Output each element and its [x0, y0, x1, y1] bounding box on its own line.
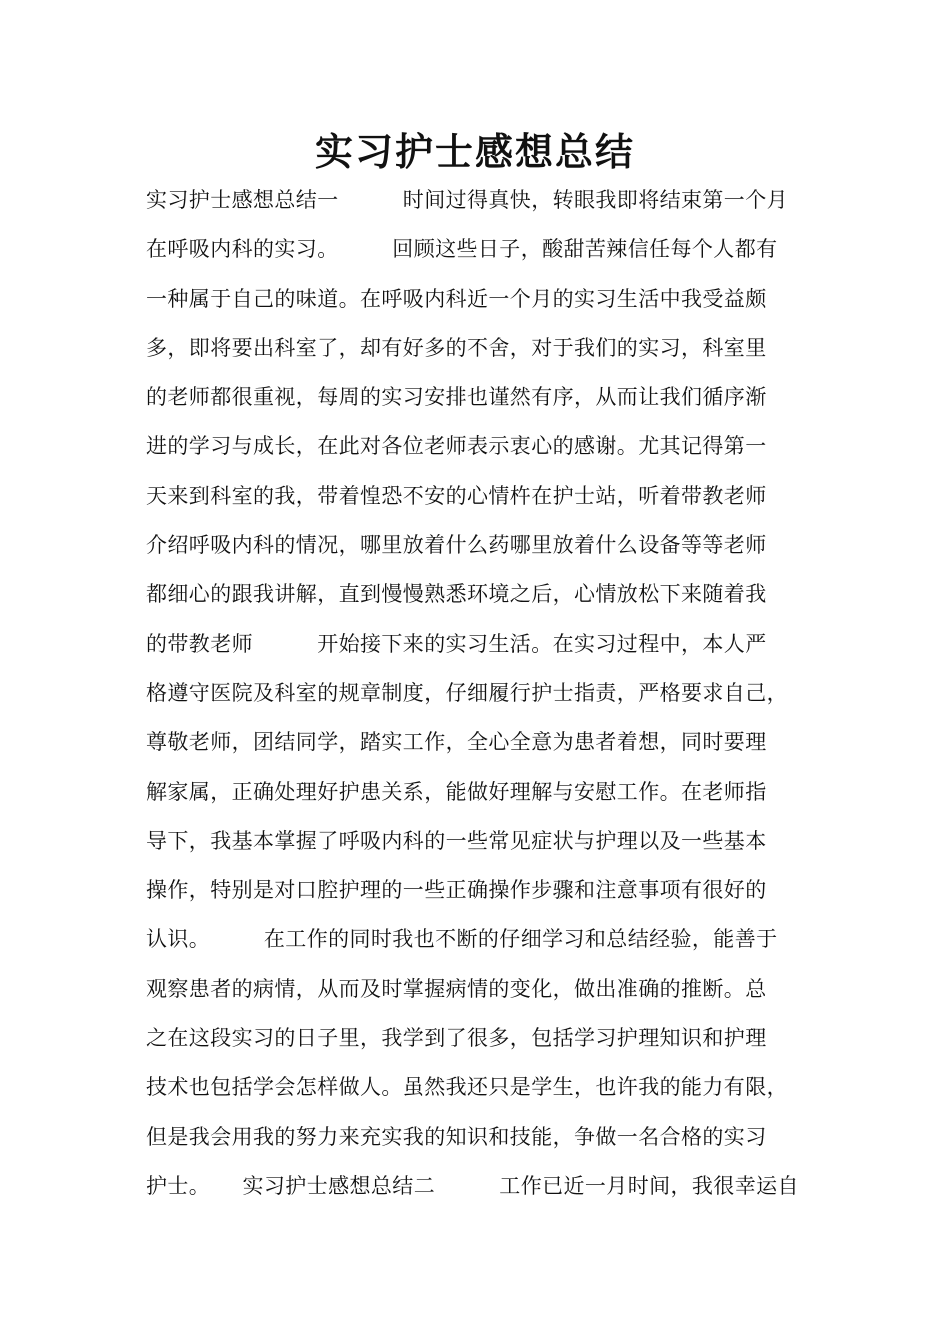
body-line: 进的学习与成长，在此对各位老师表示衷心的感谢。尤其记得第一	[146, 434, 767, 459]
body-line: 的带教老师 开始接下来的实习生活。在实习过程中，本人严	[146, 631, 767, 656]
body-line: 技术也包括学会怎样做人。虽然我还只是学生，也许我的能力有限，	[146, 1075, 788, 1100]
body-line: 都细心的跟我讲解，直到慢慢熟悉环境之后，心情放松下来随着我	[146, 582, 767, 607]
body-line: 格遵守医院及科室的规章制度，仔细履行护士指责，严格要求自己，	[146, 680, 788, 705]
body-line: 解家属，正确处理好护患关系，能做好理解与安慰工作。在老师指	[146, 779, 767, 804]
body-line: 护士。 实习护士感想总结二 工作已近一月时间，我很幸运自	[146, 1173, 799, 1198]
body-line: 认识。 在工作的同时我也不断的仔细学习和总结经验，能善于	[146, 927, 778, 952]
document-body	[146, 176, 826, 1211]
body-line: 实习护士感想总结一 时间过得真快，转眼我即将结束第一个月	[146, 188, 788, 212]
body-line: 观察患者的病情，从而及时掌握病情的变化，做出准确的推断。总	[146, 976, 767, 1001]
body-line: 的老师都很重视，每周的实习安排也谨然有序，从而让我们循序渐	[146, 385, 767, 410]
body-line: 多，即将要出科室了，却有好多的不舍，对于我们的实习，科室里	[146, 335, 767, 360]
body-line: 操作，特别是对口腔护理的一些正确操作步骤和注意事项有很好的	[146, 878, 767, 903]
body-line: 介绍呼吸内科的情况，哪里放着什么药哪里放着什么设备等等老师	[146, 533, 767, 558]
body-line: 尊敬老师，团结同学，踏实工作，全心全意为患者着想，同时要理	[146, 730, 767, 755]
document-title: 实习护士感想总结	[314, 130, 635, 174]
body-line: 导下，我基本掌握了呼吸内科的一些常见症状与护理以及一些基本	[146, 828, 767, 853]
body-line: 之在这段实习的日子里，我学到了很多，包括学习护理知识和护理	[146, 1026, 767, 1051]
body-line: 一种属于自己的味道。在呼吸内科近一个月的实习生活中我受益颇	[146, 286, 767, 311]
body-line: 但是我会用我的努力来充实我的知识和技能，争做一名合格的实习	[146, 1124, 767, 1149]
body-line: 在呼吸内科的实习。 回顾这些日子，酸甜苦辣信任每个人都有	[146, 237, 778, 262]
body-line: 天来到科室的我，带着惶恐不安的心情杵在护士站，听着带教老师	[146, 483, 767, 508]
